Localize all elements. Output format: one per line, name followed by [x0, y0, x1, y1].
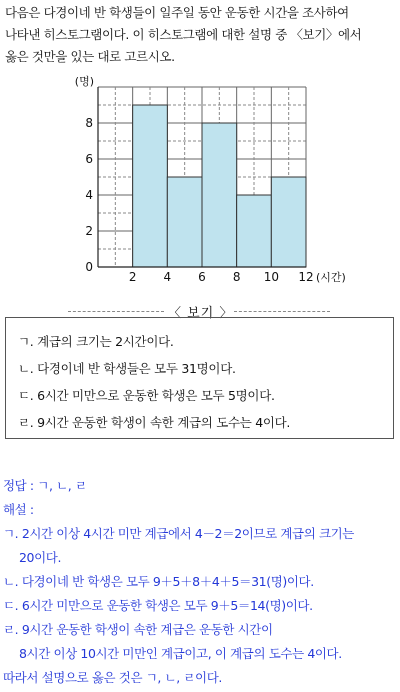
y-tick-label: 2	[85, 224, 93, 238]
explanation-line: 8시간 이상 10시간 미만인 계급이고, 이 계급의 도수는 4이다.	[19, 646, 342, 661]
bogi-item: ㄴ. 다경이네 반 학생들은 모두 31명이다.	[18, 361, 236, 376]
y-tick-label: 0	[85, 260, 93, 274]
explanation-line: ㄷ. 6시간 미만으로 운동한 학생은 모두 9＋5＝14(명)이다.	[3, 598, 313, 613]
question-line: 나타낸 히스토그램이다. 이 히스토그램에 대한 설명 중 〈보기〉에서	[5, 27, 362, 42]
x-axis-label: (시간)	[316, 271, 346, 284]
bogi-title-left-rule	[68, 311, 164, 312]
y-axis-label: (명)	[74, 75, 94, 88]
y-tick-label: 4	[85, 188, 93, 202]
x-tick-label: 8	[232, 270, 241, 284]
explanation-line: ㄴ. 다경이네 반 학생은 모두 9＋5＋8＋4＋5＝31(명)이다.	[3, 574, 314, 589]
histogram-bar	[133, 105, 168, 267]
bogi-box	[5, 317, 394, 439]
y-tick-label: 6	[85, 152, 93, 166]
answer-label: 정답 : ㄱ, ㄴ, ㄹ	[3, 478, 87, 493]
bogi-item: ㄷ. 6시간 미만으로 운동한 학생은 모두 5명이다.	[18, 388, 275, 403]
explanation-line: 따라서 설명으로 옳은 것은 ㄱ, ㄴ, ㄹ이다.	[3, 670, 222, 685]
answer-section	[3, 474, 397, 690]
histogram-chart	[0, 74, 400, 288]
question-line: 다음은 다경이네 반 학생들이 일주일 동안 운동한 시간을 조사하여	[5, 5, 349, 20]
histogram-bar	[202, 123, 237, 267]
x-tick-label: 10	[263, 270, 279, 284]
bogi-item: ㄱ. 계급의 크기는 2시간이다.	[18, 334, 174, 349]
x-tick-label: 4	[163, 270, 172, 284]
question-line: 옳은 것만을 있는 대로 고르시오.	[5, 49, 175, 64]
question-text	[5, 2, 397, 68]
histogram-bar	[237, 195, 272, 267]
explanation-line: ㄱ. 2시간 이상 4시간 미만 계급에서 4－2＝2이므로 계급의 크기는	[3, 526, 354, 541]
y-tick-label: 8	[85, 116, 93, 130]
histogram-bar	[271, 177, 306, 267]
bogi-item: ㄹ. 9시간 운동한 학생이 속한 계급의 도수는 4이다.	[18, 415, 291, 430]
explanation-label: 해설 :	[3, 502, 34, 517]
x-tick-label: 6	[198, 270, 206, 284]
x-tick-label: 2	[128, 270, 137, 284]
bogi-title-right-rule	[234, 311, 330, 312]
x-tick-label: 12	[298, 270, 314, 284]
explanation-line: 20이다.	[19, 550, 62, 565]
bogi-title: 〈 보기 〉	[168, 306, 234, 321]
explanation-line: ㄹ. 9시간 운동한 학생이 속한 계급은 운동한 시간이	[3, 622, 273, 637]
histogram-bar	[167, 177, 202, 267]
